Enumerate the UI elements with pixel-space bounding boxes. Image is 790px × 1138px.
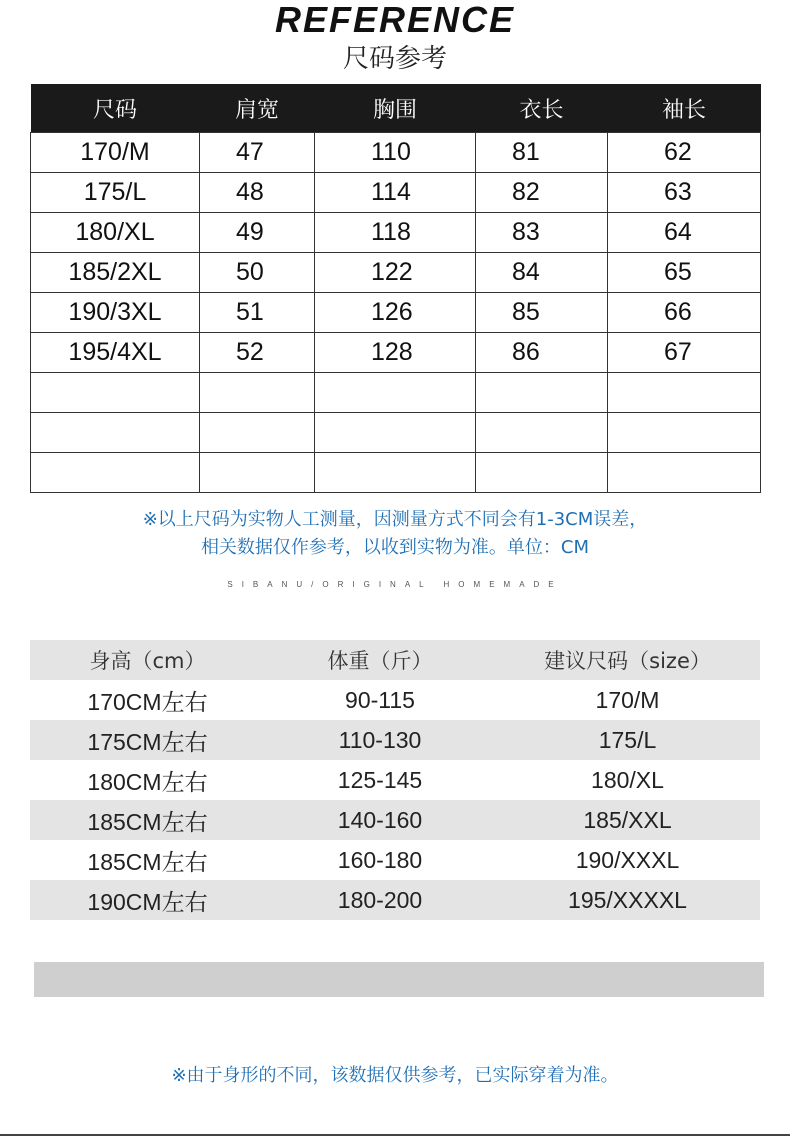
empty-cell: [31, 413, 200, 453]
cell-weight: 90-115: [345, 686, 415, 713]
cell-height: 175CM左右: [87, 728, 208, 755]
cell-weight: 180-200: [337, 886, 423, 913]
empty-cell: [476, 453, 608, 493]
cell-sleeve: 66: [608, 293, 761, 333]
cell-shoulder: 48: [200, 173, 315, 213]
cell-height: 180CM左右: [87, 768, 208, 795]
empty-row: [31, 373, 761, 413]
table-row: [31, 293, 761, 333]
table-row: [30, 800, 760, 840]
cell-length: 85: [476, 293, 608, 333]
cell-weight: 125-145: [337, 766, 423, 793]
cell-length: 84: [476, 253, 608, 293]
cell-chest: 128: [315, 333, 476, 373]
cell-chest: 118: [315, 213, 476, 253]
empty-cell: [200, 373, 315, 413]
empty-cell: [476, 373, 608, 413]
footer-note: ※由于身形的不同，该数据仅供参考，已实际穿着为准。: [171, 1065, 619, 1086]
brand-tagline: SIBANU/ORIGINAL HOMEMADE: [227, 580, 563, 589]
cell-chest: 122: [315, 253, 476, 293]
empty-cell: [31, 453, 200, 493]
table-row: [30, 880, 760, 920]
header-sleeve: 袖长: [608, 84, 761, 133]
table-row: [31, 133, 761, 173]
cell-sleeve: 64: [608, 213, 761, 253]
table-row: [31, 333, 761, 373]
cell-size: 190/3XL: [31, 293, 200, 333]
table-row: [30, 760, 760, 800]
cell-sleeve: 63: [608, 173, 761, 213]
table-row: [30, 720, 760, 760]
empty-cell: [31, 373, 200, 413]
cell-chest: 114: [315, 173, 476, 213]
cell-suggested-size: 185/XXL: [583, 806, 672, 833]
empty-cell: [200, 453, 315, 493]
cell-suggested-size: 195/XXXXL: [568, 886, 687, 913]
table-row: [31, 173, 761, 213]
empty-cell: [315, 373, 476, 413]
cell-shoulder: 51: [200, 293, 315, 333]
empty-cell: [200, 413, 315, 453]
empty-row: [31, 413, 761, 453]
measurement-note-line-2: 相关数据仅作参考，以收到实物为准。单位：CM: [200, 537, 590, 558]
cell-shoulder: 49: [200, 213, 315, 253]
table-row: [31, 213, 761, 253]
cell-chest: 126: [315, 293, 476, 333]
cell-height: 190CM左右: [87, 888, 208, 915]
empty-cell: [608, 453, 761, 493]
size-chart-header-row: [31, 84, 761, 133]
cell-length: 81: [476, 133, 608, 173]
table-row: [31, 253, 761, 293]
cell-suggested-size: 190/XXXL: [575, 846, 680, 873]
header-weight: 体重（斤）: [327, 649, 433, 673]
size-reference-subtitle: 尺码参考: [342, 44, 447, 74]
cell-height: 185CM左右: [87, 848, 208, 875]
cell-sleeve: 62: [608, 133, 761, 173]
cell-shoulder: 52: [200, 333, 315, 373]
cell-chest: 110: [315, 133, 476, 173]
empty-cell: [315, 453, 476, 493]
measurement-note-line-1: ※以上尺码为实物人工测量，因测量方式不同会有1-3CM误差，: [142, 509, 648, 530]
recommendation-header-row: [30, 640, 760, 680]
cell-suggested-size: 175/L: [598, 726, 657, 753]
cell-shoulder: 50: [200, 253, 315, 293]
empty-cell: [608, 413, 761, 453]
cell-sleeve: 67: [608, 333, 761, 373]
cell-suggested-size: 180/XL: [591, 766, 664, 793]
header-shoulder: 肩宽: [200, 84, 315, 133]
cell-size: 185/2XL: [31, 253, 200, 293]
cell-length: 82: [476, 173, 608, 213]
table-row: [30, 840, 760, 880]
empty-cell: [476, 413, 608, 453]
empty-row: [31, 453, 761, 493]
cell-size: 195/4XL: [31, 333, 200, 373]
cell-size: 170/M: [31, 133, 200, 173]
cell-size: 175/L: [31, 173, 200, 213]
cell-height: 185CM左右: [87, 808, 208, 835]
bottom-divider: [0, 1134, 790, 1136]
header-chest: 胸围: [315, 84, 476, 133]
cell-length: 86: [476, 333, 608, 373]
cell-size: 180/XL: [31, 213, 200, 253]
cell-sleeve: 65: [608, 253, 761, 293]
size-recommendation-table: [30, 640, 760, 920]
header-height: 身高（cm）: [89, 649, 206, 673]
empty-cell: [315, 413, 476, 453]
reference-title: REFERENCE: [274, 0, 516, 40]
cell-suggested-size: 170/M: [595, 686, 660, 713]
grey-divider-bar: [34, 962, 764, 997]
header-length: 衣长: [476, 84, 608, 133]
cell-weight: 140-160: [337, 806, 423, 833]
empty-cell: [608, 373, 761, 413]
cell-shoulder: 47: [200, 133, 315, 173]
table-row: [30, 680, 760, 720]
header-size: 尺码: [31, 84, 200, 133]
cell-weight: 110-130: [338, 726, 422, 753]
cell-height: 170CM左右: [87, 688, 208, 715]
size-chart-table: [30, 84, 761, 493]
cell-weight: 160-180: [337, 846, 423, 873]
cell-length: 83: [476, 213, 608, 253]
header-suggested-size: 建议尺码（size）: [544, 649, 711, 673]
